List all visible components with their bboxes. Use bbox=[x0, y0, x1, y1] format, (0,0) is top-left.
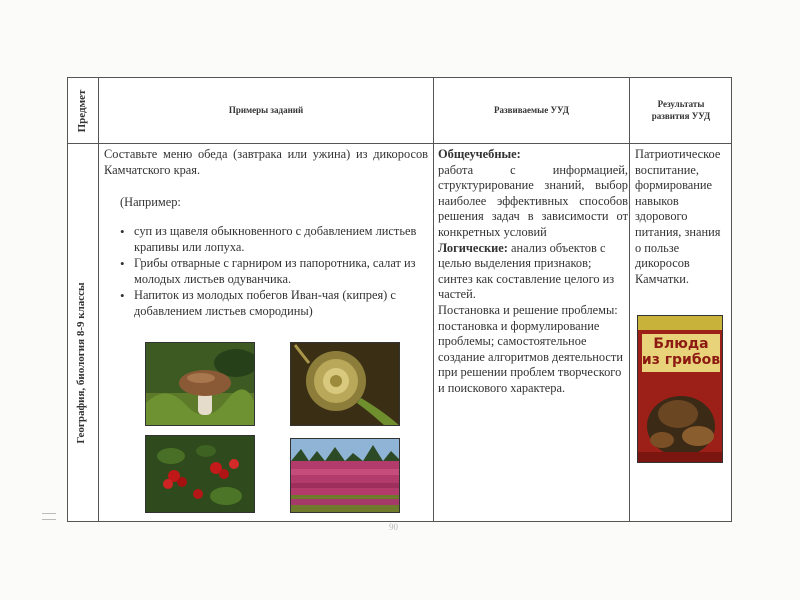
margin-mark bbox=[42, 513, 56, 514]
list-item-text: суп из щавеля обыкновенного с добавлением листьев крапивы или лопуха. bbox=[134, 224, 417, 254]
task-text: Составьте меню обеда (завтрака или ужина) из дикоросов Камчатского края. bbox=[104, 147, 428, 177]
column-divider bbox=[629, 78, 630, 521]
mushroom-photo bbox=[145, 342, 255, 426]
header-subject: Предмет bbox=[76, 89, 88, 133]
menu-list bbox=[120, 224, 430, 321]
list-item bbox=[120, 288, 430, 319]
uud-table bbox=[67, 77, 732, 522]
general-skills-title: Общеучебные: bbox=[438, 147, 521, 161]
general-skills-text: работа с информацией, структурирование знаний, выбор наиболее эффективных способов решения задач в зависимости от конкретных условий bbox=[438, 162, 628, 239]
example-intro: (Например: bbox=[120, 195, 181, 209]
page-number: 90 bbox=[389, 522, 398, 532]
margin-mark bbox=[42, 519, 56, 520]
fern-photo bbox=[290, 342, 400, 426]
subject-label: География, биология 8-9 классы bbox=[75, 282, 87, 444]
header-examples: Примеры заданий bbox=[228, 104, 304, 115]
header-results: Результаты развития УУД bbox=[651, 99, 711, 121]
book-cover bbox=[637, 315, 723, 463]
lingonberry-photo bbox=[145, 435, 255, 513]
uud-content bbox=[438, 147, 628, 397]
results-text: Патриотическое воспитание, формирование навыков здорового питания, знания о пользе дикоросов Камчатки. bbox=[635, 147, 721, 286]
book-title-line2: из грибов bbox=[641, 352, 721, 368]
logical-skills-text: анализ объектов с целью выделения признаков; синтез как составление целого из частей. bbox=[438, 240, 615, 302]
list-item-text: Грибы отварные с гарниром из папоротника, салат из молодых листьев одуванчика. bbox=[134, 256, 416, 286]
logical-skills-title: Логические: bbox=[438, 240, 508, 255]
column-divider bbox=[433, 78, 434, 521]
list-item-text: Напиток из молодых побегов Иван-чая (кипрея) с добавлением листьев смородины) bbox=[134, 288, 396, 318]
book-title-line1: Блюда bbox=[653, 336, 709, 352]
column-divider bbox=[98, 78, 99, 521]
list-item bbox=[120, 224, 430, 255]
list-item bbox=[120, 256, 430, 287]
problem-skills-text: Постановка и решение проблемы: постановка и формулирование проблемы; самостоятельное создание алгоритмов деятельности при решении проблем творческого и поискового характера. bbox=[438, 302, 623, 395]
header-uud: Развиваемые УУД bbox=[494, 104, 569, 115]
header-divider bbox=[68, 143, 731, 144]
fireweed-photo bbox=[290, 438, 400, 513]
